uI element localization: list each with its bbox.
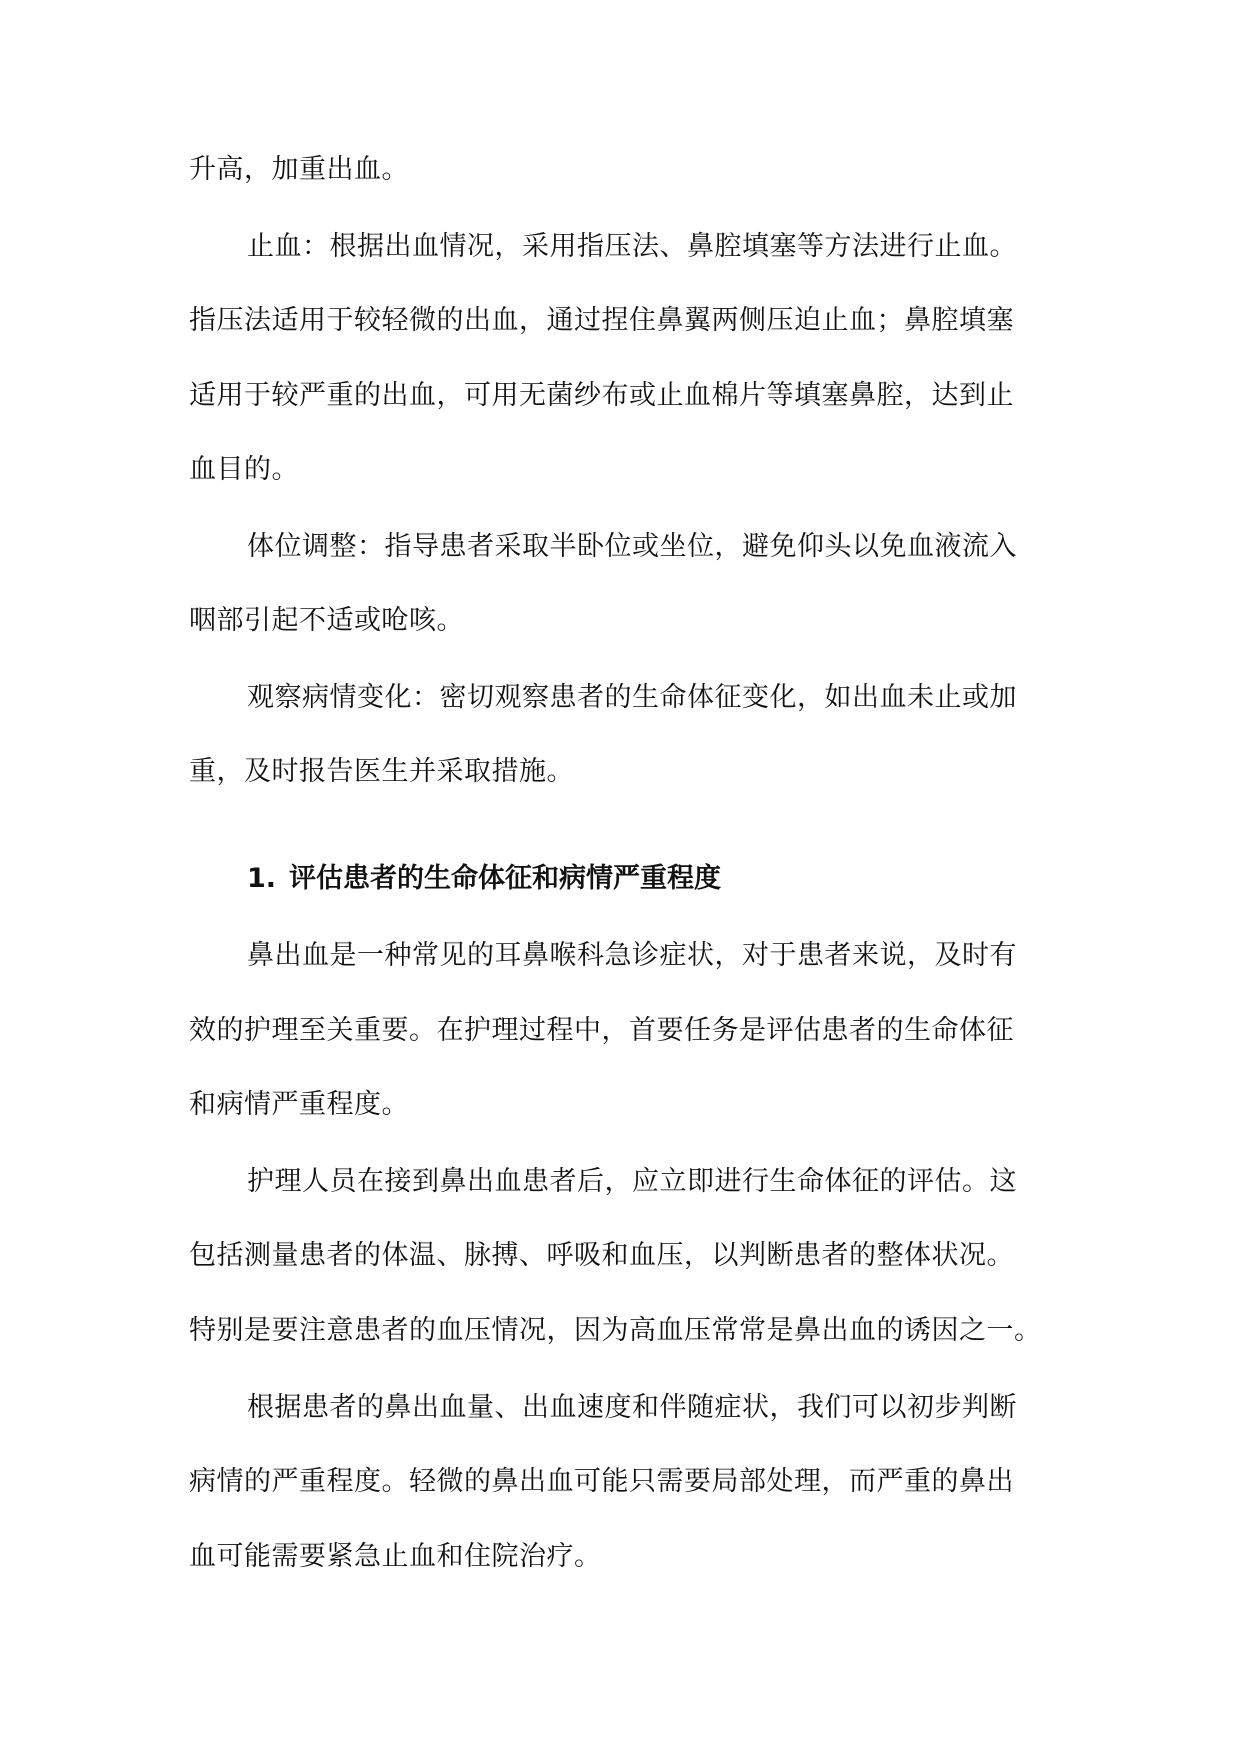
paragraph-line: 和病情严重程度。	[189, 1089, 409, 1120]
paragraph-line: 包括测量患者的体温、脉搏、呼吸和血压，以判断患者的整体状况。	[189, 1240, 1014, 1271]
paragraph-line: 血目的。	[189, 454, 299, 485]
paragraph-line: 指压法适用于较轻微的出血，通过捏住鼻翼两侧压迫止血；鼻腔填塞	[189, 305, 1014, 336]
paragraph-line: 咽部引起不适或呛咳。	[189, 605, 464, 636]
paragraph-line: 体位调整：指导患者采取半卧位或坐位，避免仰头以免血液流入	[247, 531, 1017, 562]
paragraph-line: 重，及时报告医生并采取措施。	[189, 756, 574, 787]
paragraph-line: 适用于较严重的出血，可用无菌纱布或止血棉片等填塞鼻腔，达到止	[189, 380, 1014, 411]
paragraph-line: 血可能需要紧急止血和住院治疗。	[189, 1541, 602, 1572]
paragraph-line: 特别是要注意患者的血压情况，因为高血压常常是鼻出血的诱因之一。	[189, 1315, 1042, 1346]
paragraph-line: 升高，加重出血。	[189, 154, 409, 185]
paragraph-line: 病情的严重程度。轻微的鼻出血可能只需要局部处理，而严重的鼻出	[189, 1466, 1014, 1497]
section-heading	[247, 861, 1059, 897]
paragraph-line: 止血：根据出血情况，采用指压法、鼻腔填塞等方法进行止血。	[247, 231, 1017, 262]
paragraph-line: 效的护理至关重要。在护理过程中，首要任务是评估患者的生命体征	[189, 1015, 1014, 1046]
section-number: 1.	[247, 863, 277, 894]
paragraph-line: 鼻出血是一种常见的耳鼻喉科急诊症状，对于患者来说，及时有	[247, 940, 1017, 971]
section-title: 评估患者的生命体征和病情严重程度	[289, 863, 721, 894]
paragraph-line: 护理人员在接到鼻出血患者后，应立即进行生命体征的评估。这	[247, 1166, 1017, 1197]
paragraph-line: 根据患者的鼻出血量、出血速度和伴随症状，我们可以初步判断	[247, 1392, 1017, 1423]
paragraph-line: 观察病情变化：密切观察患者的生命体征变化，如出血未止或加	[247, 682, 1017, 713]
